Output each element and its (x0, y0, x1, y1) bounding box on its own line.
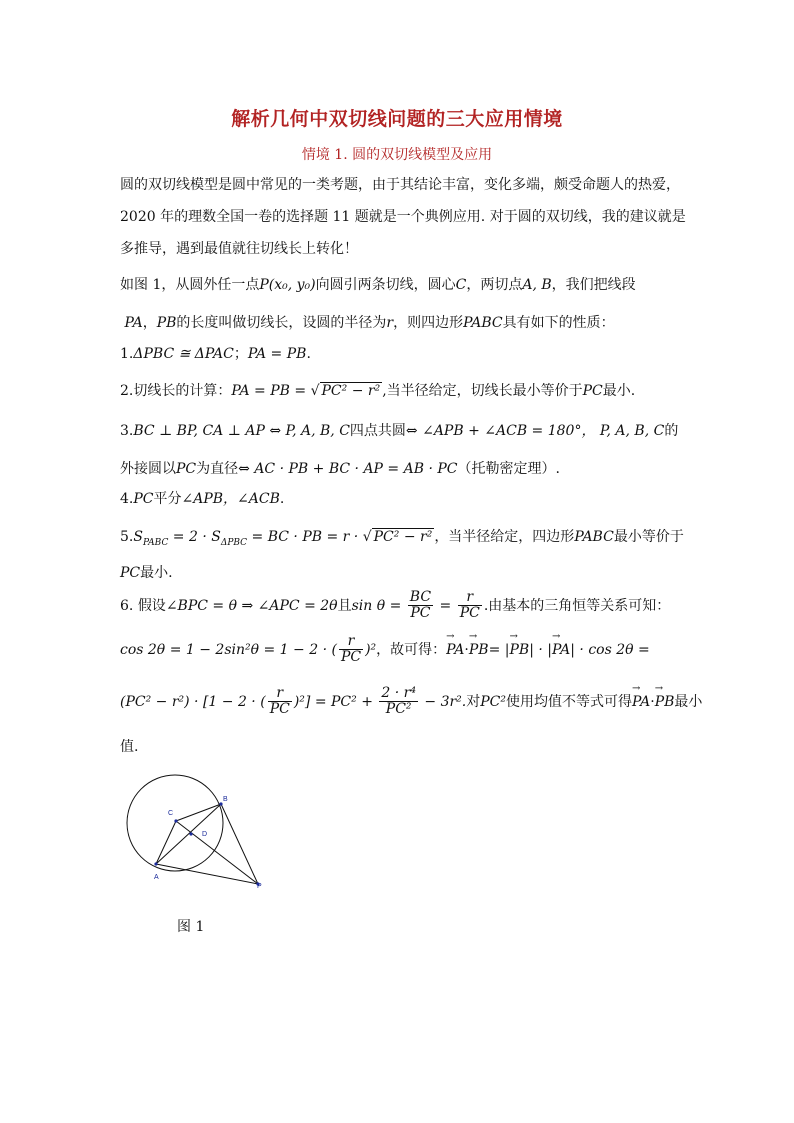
vector-pb-3: → PB (655, 694, 675, 710)
property-5-line-2 (120, 562, 680, 582)
property-6-l2f: | · cos 2θ = (570, 641, 650, 658)
segment-pa: PA (124, 315, 143, 331)
fig-intro-line-1 (120, 274, 680, 294)
property-3-expr2: ⇔ ∠APB + ∠ACB = 180°， (405, 423, 596, 439)
property-6-line-2: cos 2θ = 1 − 2sin²θ = 1 − 2 · ( $\frac{r}{PC}$ )²，故可得：→ PA·→ PB= |→ PB| · |→ PA| · cos 2θ = (120, 634, 680, 666)
property-3-line2b: 为直径 (196, 461, 239, 477)
property-1-sep: ； (233, 346, 248, 362)
property-3-ptolemy: ⇔ AC · PB + BC · AP = AB · PC (238, 461, 458, 477)
fraction-2r4-pc2-num: 2 · r⁴ (381, 685, 416, 701)
label-c: C (168, 810, 174, 817)
label-d: D (202, 831, 208, 838)
property-5-line-1: $5.S_{PABC} = 2 \cdot S_{\Delta PBC}$ = BC · PB = r · √ PC² − r² ，当半径给定，四边形PABC最小等价于 (120, 529, 684, 548)
center-c: C (455, 277, 467, 293)
property-6-line-3: (PC² − r²) · [1 − 2 · ( $\frac{r}{PC}$ )²] = PC² + $\frac{\text{2 · r⁴}}{\text{PC²}}$ − 3r².对PC²使用均值不等式可得→ PA·→ PB最小 (120, 686, 680, 718)
label-p: P (257, 883, 262, 890)
fraction-r-pc-den: PC (459, 605, 480, 622)
fig-intro-text-e: 的长度叫做切线长，设圆的半径为 (176, 315, 387, 331)
property-6-number: 6. (120, 597, 134, 614)
property-3-line-2 (120, 458, 680, 478)
property-2-label: 切线长的计算： (133, 383, 232, 399)
property-3-tail: 的 (664, 423, 679, 439)
fraction-r-pc-num: r (458, 590, 482, 606)
segment-pb: PB (156, 315, 177, 331)
property-5-tail: ，当半径给定，四边形 (434, 529, 575, 545)
vector-pa-3: → PA (632, 694, 650, 710)
fig-intro-text-g: 具有如下的性质： (502, 315, 615, 331)
property-6-l3d: 对 (466, 693, 481, 710)
property-6-l3f: 使用均值不等式可得 (505, 693, 632, 710)
property-2-tail: ,当半径给定，切线长最小等价于 (382, 383, 583, 399)
property-6-l2d: = | (488, 641, 510, 658)
property-5-expr2: = 2 · S (168, 529, 221, 545)
property-5-pc: PC (120, 565, 141, 581)
intro-line-1: 圆的双切线模型是圆中常见的一类考题，由于其结论丰富，变化多端，颇受命题人的热爱， (120, 177, 680, 193)
vector-pa-2: → PA (552, 642, 570, 658)
intro-line-3: 多推导，遇到最值就往切线长上转化！ (120, 241, 358, 257)
vector-pa: → PA (446, 642, 464, 658)
property-5-sub1: PABC (142, 537, 169, 548)
fraction-r-pc-2-num: r (339, 634, 363, 650)
property-6-l2b: )² (365, 641, 377, 658)
property-6-l3e: PC² (480, 693, 506, 710)
property-2-end: 最小. (602, 383, 636, 399)
section-subtitle: 情境 1. 圆的双切线模型及应用 (301, 147, 493, 163)
point-d-dot (189, 832, 192, 835)
property-4-angles: ∠APB，∠ACB (181, 491, 280, 507)
fig-intro-text-c: ，两切点 (466, 277, 523, 293)
property-3-expr1: BC ⊥ BP, CA ⊥ AP ⇔ P, A, B, C (133, 423, 350, 439)
tangent-points: A, B (522, 277, 552, 293)
property-2-root: PC² − r² (321, 383, 381, 399)
point-p: P(x₀, y₀) (259, 277, 316, 293)
fraction-r-pc-3 (268, 686, 292, 718)
fig-intro-line-2: PA，PB的长度叫做切线长，设圆的半径为r，则四边形PABC具有如下的性质： (124, 315, 615, 331)
property-5-pabc: PABC (574, 529, 614, 545)
fig-intro-text-f: ，则四边形 (393, 315, 464, 331)
property-6-l2c: ，故可得： (376, 641, 447, 658)
point-a-dot (154, 862, 157, 865)
property-5-root: PC² − r² (373, 529, 433, 545)
intro-line-2: 2020 年的理数全国一卷的选择题 11 题就是一个典例应用. 对于圆的双切线，我的建议就是 (120, 209, 686, 225)
property-5-number: 5. (120, 529, 134, 545)
property-6-l2e: | · | (529, 641, 552, 658)
property-2-number: 2. (120, 383, 134, 399)
property-3-pc: PC (176, 461, 197, 477)
property-4-pc: PC (133, 491, 154, 507)
property-6-e1: ∠BPC = θ ⇒ ∠APC = 2θ (165, 597, 338, 614)
property-1-congruence: ΔPBC ≅ ΔPAC (133, 346, 234, 362)
property-1 (120, 343, 680, 363)
property-6-b: 且 (337, 597, 352, 614)
quad-pabc: PABC (463, 315, 503, 331)
property-2-expr: PA = PB = (231, 383, 311, 399)
segment-b-p (221, 804, 258, 884)
property-1-equality: PA = PB (247, 346, 307, 362)
property-3-line2c: （托勒密定理）. (457, 461, 560, 477)
fraction-r-pc-2 (339, 634, 363, 666)
property-5-s: S (133, 529, 143, 545)
property-5-tail2: 最小等价于 (613, 529, 684, 545)
property-3-mid: 四点共圆 (349, 423, 406, 439)
property-5-expr3: = BC · PB = r · (247, 529, 363, 545)
property-6-l2a: cos 2θ = 1 − 2sin²θ = 1 − 2 · ( (120, 641, 337, 658)
point-c-dot (174, 819, 177, 822)
segment-c-b (176, 804, 221, 821)
fraction-r-pc-3-den: PC (269, 701, 290, 718)
property-3-expr3: P, A, B, C (599, 423, 665, 439)
property-3-number: 3. (120, 423, 134, 439)
label-b: B (223, 796, 228, 803)
property-4-end: . (279, 491, 285, 507)
property-4-number: 4. (120, 491, 134, 507)
property-6-l3c: − 3r². (419, 693, 467, 710)
property-3-line2a: 外接圆以 (120, 461, 176, 477)
property-1-number: 1. (120, 346, 134, 362)
property-6-l3b: )²] = PC² + (293, 693, 378, 710)
tangent-figure (120, 768, 280, 908)
fraction-bc-pc (408, 590, 433, 622)
figure-caption: 图 1 (177, 919, 205, 935)
fraction-bc-pc-num: BC (409, 589, 432, 605)
property-5-end: 最小. (140, 565, 173, 581)
radius-r: r (386, 315, 394, 331)
fig-intro-text-d: ，我们把线段 (551, 277, 636, 293)
fraction-r-pc (458, 590, 482, 622)
fraction-r-pc-2-den: PC (340, 649, 362, 666)
property-6-a: 假设 (137, 597, 166, 614)
property-5-sub2: ΔPBC (220, 537, 248, 548)
property-6-c: .由基本的三角恒等关系可知： (483, 597, 671, 614)
property-2: 2.切线长的计算：PA = PB = √ PC² − r² ,当半径给定，切线长最小等价于PC最小. (120, 383, 636, 399)
fig-intro-text-a: 如图 1，从圆外任一点 (120, 277, 260, 293)
vector-pb-2: → PB (509, 642, 529, 658)
fraction-2r4-pc2 (379, 686, 418, 718)
segment-a-p (156, 864, 258, 884)
property-6-l3a: (PC² − r²) · [1 − 2 · ( (120, 693, 266, 710)
segment-c-p (176, 821, 258, 884)
fraction-bc-pc-den: PC (410, 605, 431, 622)
fig-intro-text-b: 向圆引两条切线，圆心 (315, 277, 456, 293)
segment-c-a (156, 821, 176, 864)
label-a: A (154, 874, 159, 881)
page-title: 解析几何中双切线问题的三大应用情境 (231, 108, 563, 130)
vector-pb: → PB (469, 642, 489, 658)
property-6-line-4: 值. (120, 739, 139, 755)
property-6-e2: sin θ = (351, 597, 406, 614)
property-1-end: . (306, 346, 311, 362)
property-2-pc: PC (582, 383, 603, 399)
property-3-line-1 (120, 420, 680, 440)
fraction-r-pc-3-num: r (268, 686, 292, 702)
property-4 (120, 488, 680, 508)
property-6-line-1: 6. 假设∠BPC = θ ⇒ ∠APC = 2θ且sin θ = $\frac{BC}{PC}$ = $\frac{r}{PC}$ .由基本的三角恒等关系可知： (120, 589, 671, 622)
fraction-2r4-pc2-den: PC² (385, 701, 412, 718)
property-4-text: 平分 (153, 491, 182, 507)
property-6-l3g: 最小 (674, 693, 703, 710)
